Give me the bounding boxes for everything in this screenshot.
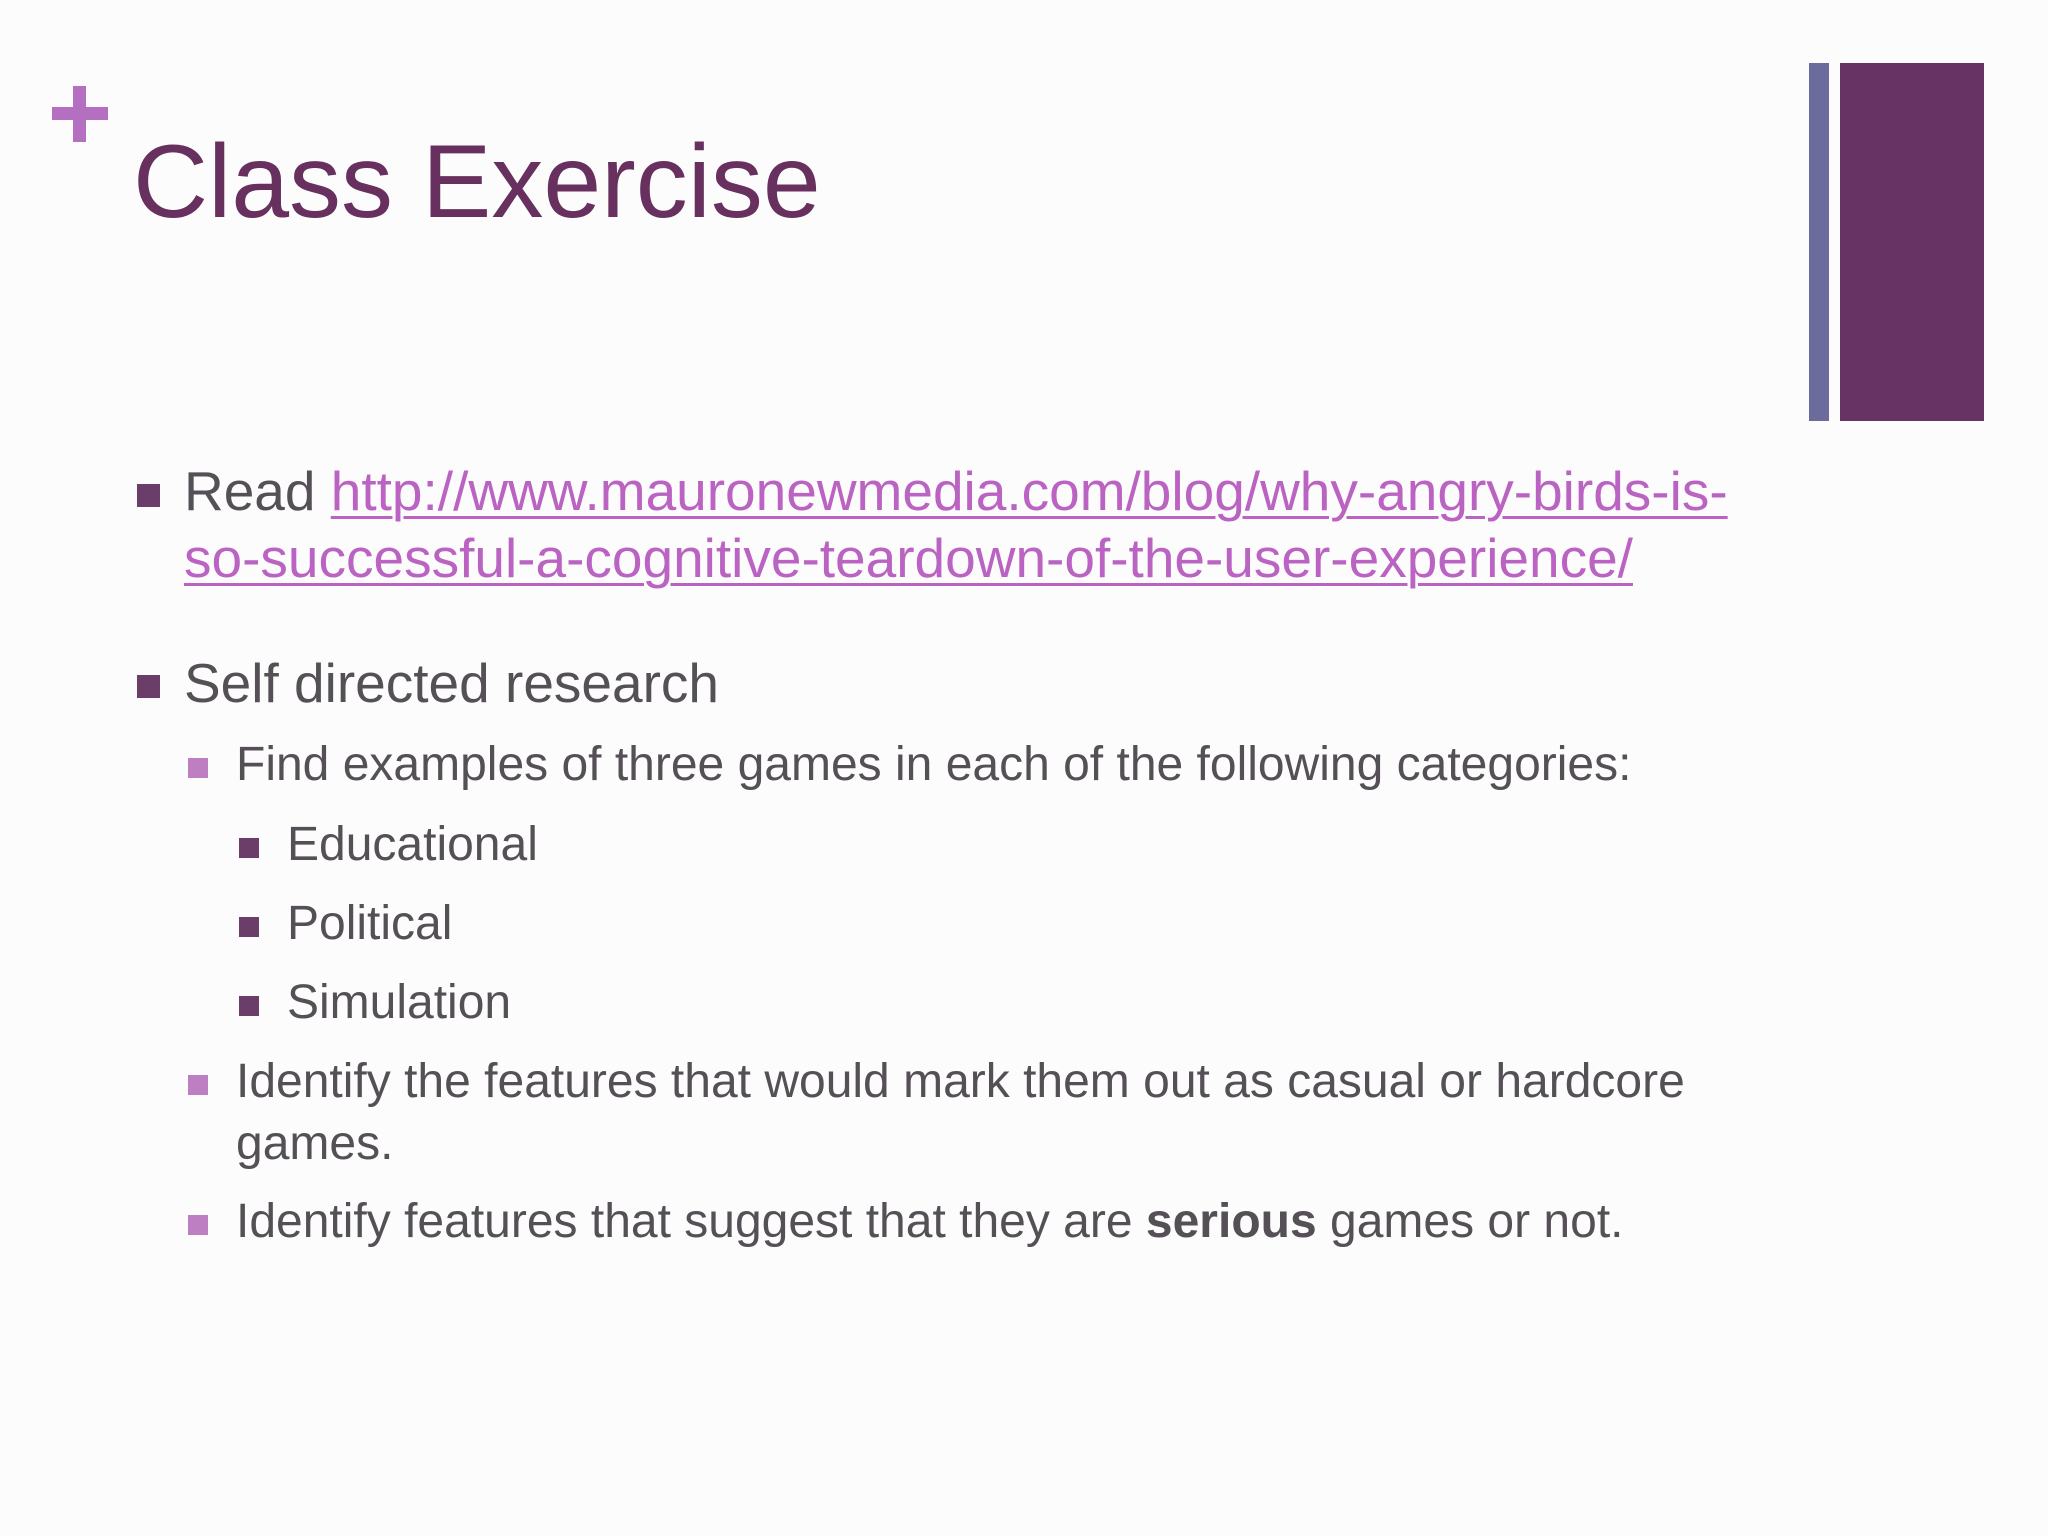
research-bullet: Self directed research	[184, 652, 719, 714]
category-educational: Educational	[287, 818, 538, 871]
plus-icon	[52, 86, 108, 142]
identify-casual-hardcore-line1: Identify the features that would mark them out as casual or hardcore	[236, 1055, 1685, 1108]
identify-casual-hardcore-line2: games.	[236, 1117, 394, 1170]
square-bullet-icon	[239, 996, 259, 1016]
identify-serious-item	[236, 1191, 1623, 1253]
article-link-part1[interactable]: http://www.mauronewmedia.com/blog/why-angry-birds-is-	[330, 460, 1728, 522]
article-link-part2[interactable]: so-successful-a-cognitive-teardown-of-the-user-experience/	[184, 527, 1633, 589]
serious-emphasis: serious	[1145, 1195, 1317, 1248]
read-bullet-line2	[184, 525, 1633, 591]
decorative-thick-bar	[1840, 63, 1984, 421]
slide-title: Class Exercise	[133, 124, 821, 240]
square-bullet-icon	[239, 917, 259, 937]
square-bullet-icon	[239, 838, 259, 858]
find-examples-item: Find examples of three games in each of the following categories:	[236, 738, 1632, 791]
square-bullet-icon	[137, 675, 160, 698]
square-bullet-light-icon	[188, 1075, 208, 1095]
category-political: Political	[287, 897, 453, 950]
read-bullet-line1	[184, 458, 1728, 524]
square-bullet-light-icon	[188, 1215, 208, 1235]
serious-text-before: Identify features that suggest that they are	[236, 1195, 1133, 1248]
category-simulation: Simulation	[287, 976, 512, 1029]
serious-text-after: games or not.	[1330, 1195, 1624, 1248]
read-label: Read	[184, 460, 316, 522]
square-bullet-icon	[137, 484, 160, 507]
decorative-thin-bar	[1809, 63, 1829, 421]
square-bullet-light-icon	[188, 758, 208, 778]
